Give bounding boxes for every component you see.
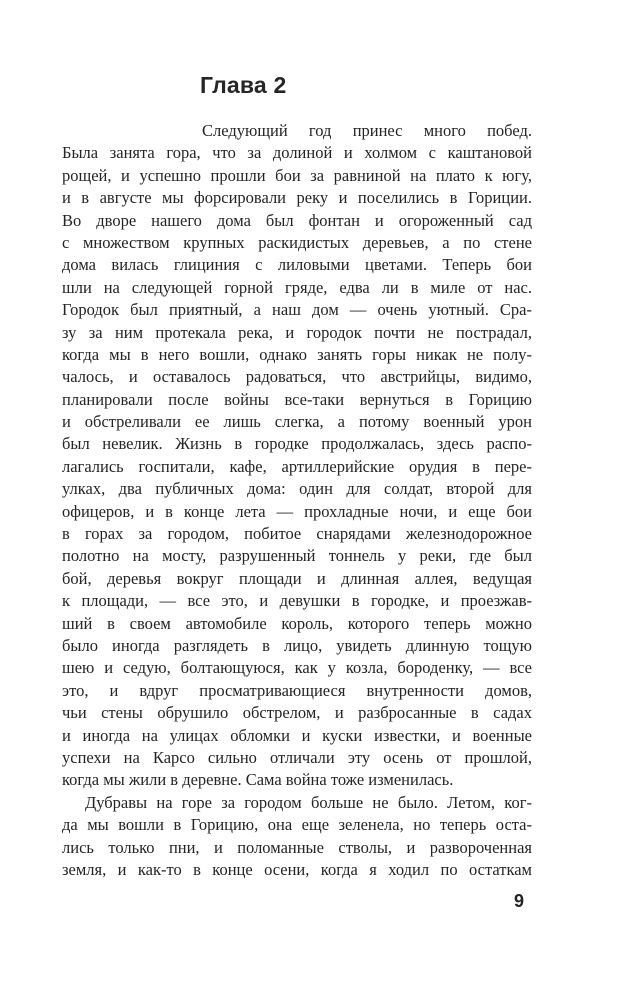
text-line: улках, два публичных дома: один для солдат, второй для [62, 479, 532, 499]
text-line: лись только пни, и поломанные стволы, и развороченная [62, 837, 532, 857]
text-line: к площади, — все это, и девушки в городке, и проезжав- [62, 591, 532, 611]
text-line: и в августе мы форсировали реку и поселились в Гориции. [62, 188, 532, 208]
text-line: шли на следующей горной гряде, едва ли в миле от нас. [62, 277, 532, 297]
text-line: земля, и как-то в конце осени, когда я ходил по остаткам [62, 859, 532, 879]
text-line: шею и седую, болтающуюся, как у козла, бороденку, — все [62, 658, 532, 678]
text-line: это, и вдруг просматривающиеся внутренности домов, [62, 680, 532, 700]
text-line: в горах за городом, побитое снарядами железнодорожное [62, 524, 532, 544]
text-block [62, 120, 532, 881]
text-line: Дубравы на горе за городом больше не было. Летом, ког- [85, 792, 532, 812]
text-line: да мы вошли в Горицию, она еще зеленела, но теперь оста- [62, 815, 532, 835]
text-line: и обстреливали ее лишь слегка, а потому военный урон [62, 412, 532, 432]
text-line: было иногда разглядеть в лицо, увидеть длинную тощую [62, 635, 532, 655]
text-line: был невелик. Жизнь в городке продолжалась, здесь распо- [62, 434, 532, 454]
text-line: планировали после войны все-таки вернуться в Горицию [62, 389, 532, 409]
text-line: офицеров, и в конце лета — прохладные ночи, и еще бои [62, 501, 532, 521]
text-line: Была занята гора, что за долиной и холмом с каштановой [62, 143, 532, 163]
text-line: лагались госпитали, кафе, артиллерийские орудия в пере- [62, 456, 532, 476]
text-line: рощей, и успешно прошли бои за равниной на плато к югу, [62, 165, 532, 185]
text-line: чьи стены обрушило обстрелом, и разбросанные в садах [62, 703, 532, 723]
text-line: успехи на Карсо сильно отличали эту осень от прошлой, [62, 747, 532, 767]
text-line: когда мы в него вошли, однако занять горы никак не полу- [62, 344, 532, 364]
text-line: зу за ним протекала река, и городок почти не пострадал, [62, 322, 532, 342]
text-line: когда мы жили в деревне. Сама война тоже изменилась. [62, 770, 454, 790]
text-line: с множеством крупных раскидистых деревьев, а по стене [62, 232, 532, 252]
text-line: бой, деревья вокруг площади и длинная аллея, ведущая [62, 568, 532, 588]
text-line: чалось, и оставалось радоваться, что австрийцы, видимо, [62, 367, 532, 387]
text-line: Во дворе нашего дома был фонтан и огороженный сад [62, 210, 532, 230]
paragraph-2 [62, 792, 532, 882]
page-number: 9 [513, 891, 524, 911]
paragraph-1 [62, 120, 532, 792]
text-line: ший в своем автомобиле король, которого теперь можно [62, 613, 532, 633]
text-line: Следующий год принес много побед. [202, 121, 532, 140]
text-line: полотно на мосту, разрушенный тоннель у реки, где был [62, 546, 532, 566]
text-line: Городок был приятный, а наш дом — очень уютный. Сра- [62, 300, 532, 320]
text-line: и иногда на улицах обломки и куски известки, и военные [62, 725, 532, 745]
text-line: дома вилась глициния с лиловыми цветами. Теперь бои [62, 255, 532, 275]
chapter-title: Глава 2 [200, 72, 287, 98]
